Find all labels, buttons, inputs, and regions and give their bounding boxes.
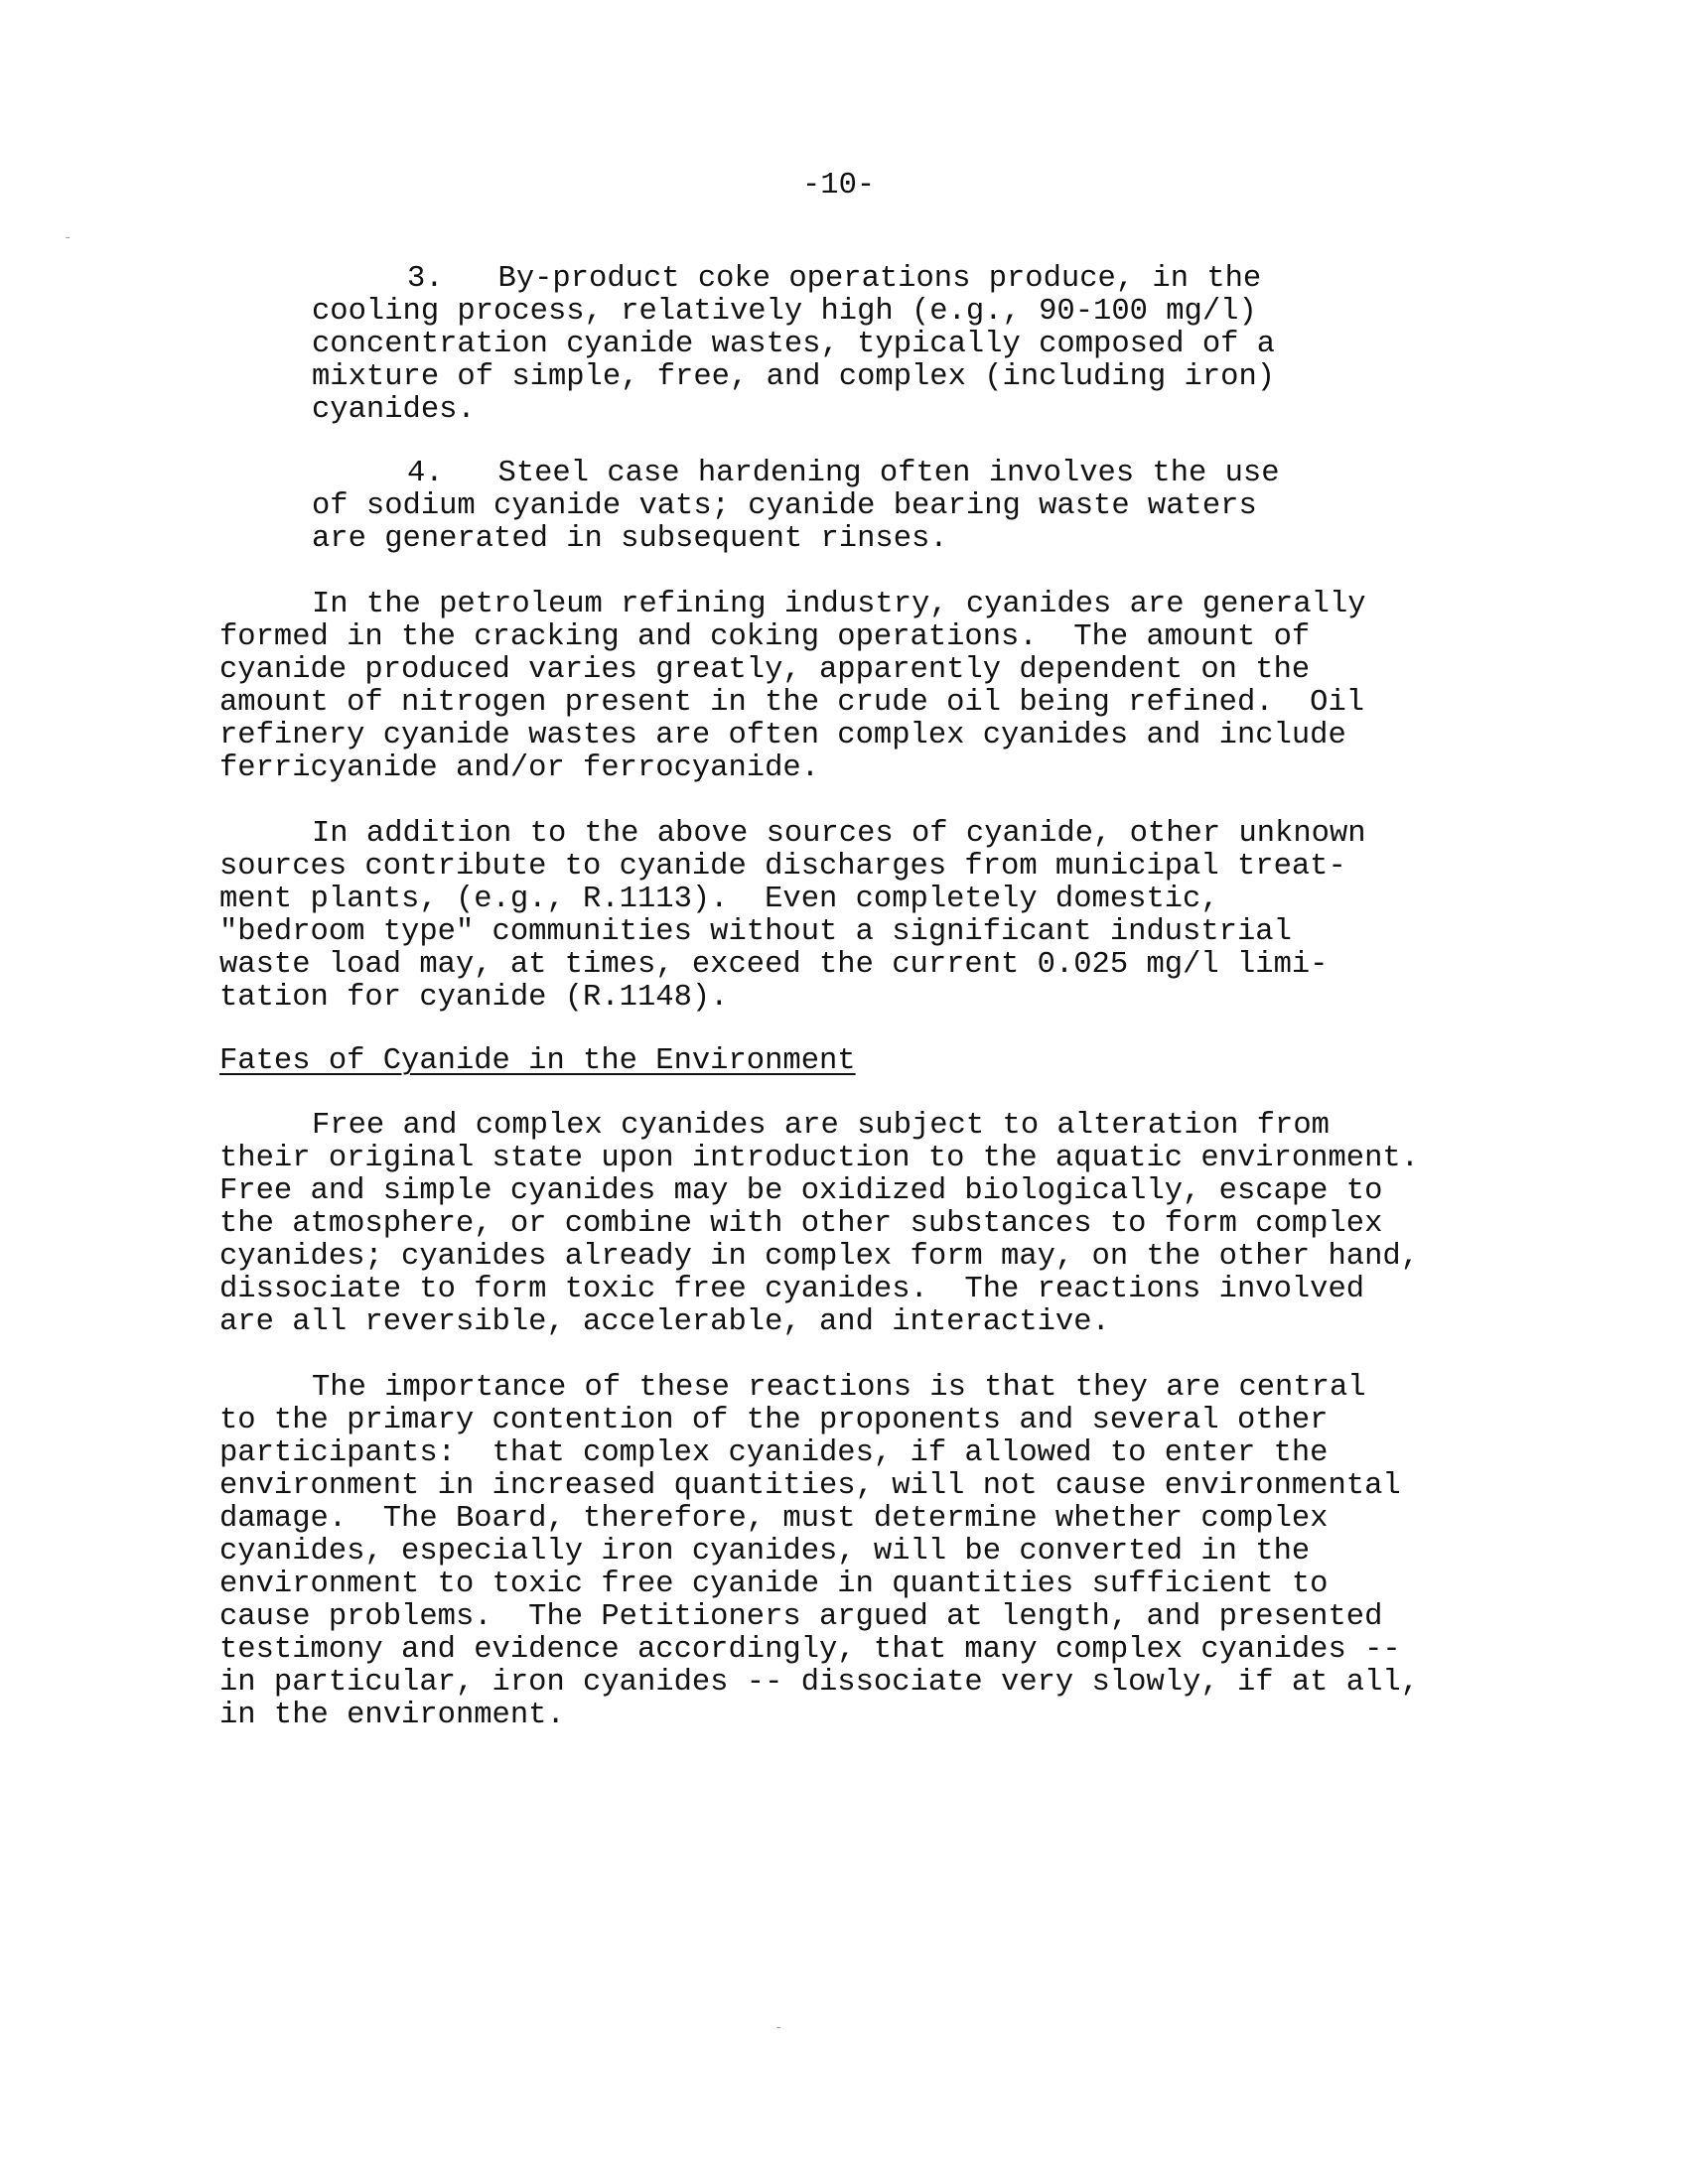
item-4-line: 4. Steel case hardening often involves the use — [407, 457, 1280, 490]
paragraph-line: environment to toxic free cyanide in quantities sufficient to — [219, 1568, 1329, 1601]
paragraph-line: cyanides, especially iron cyanides, will be converted in the — [219, 1535, 1311, 1569]
paragraph-line: Free and simple cyanides may be oxidized biologically, escape to — [219, 1174, 1383, 1208]
paragraph-line: damage. The Board, therefore, must determine whether complex — [219, 1502, 1329, 1536]
paragraph-line: are all reversible, accelerable, and interactive. — [219, 1305, 1110, 1339]
paragraph-line: formed in the cracking and coking operations. The amount of — [219, 620, 1311, 654]
paragraph-line: refinery cyanide wastes are often complex cyanides and include — [219, 719, 1346, 752]
item-3-line: concentration cyanide wastes, typically composed of a — [312, 328, 1276, 361]
paragraph-line: to the primary contention of the proponents and several other — [219, 1404, 1329, 1437]
item-4-line: are generated in subsequent rinses. — [312, 522, 948, 556]
paragraph-line: cyanides; cyanides already in complex form may, on the other hand, — [219, 1240, 1419, 1274]
paragraph-line: cause problems. The Petitioners argued at length, and presented — [219, 1600, 1383, 1634]
paragraph-line: "bedroom type" communities without a significant industrial — [219, 915, 1292, 949]
paragraph-line: participants: that complex cyanides, if allowed to enter the — [219, 1436, 1329, 1470]
page-number: -10- — [802, 169, 876, 203]
paragraph-line: amount of nitrogen present in the crude oil being refined. Oil — [219, 686, 1365, 720]
paragraph-line: the atmosphere, or combine with other substances to form complex — [219, 1207, 1383, 1241]
paragraph-line: cyanide produced varies greatly, apparently dependent on the — [219, 653, 1311, 687]
paragraph-line: environment in increased quantities, will not cause environmental — [219, 1469, 1401, 1503]
paragraph-line: tation for cyanide (R.1148). — [219, 981, 729, 1015]
item-3-line: 3. By-product coke operations produce, in the — [407, 262, 1262, 296]
paragraph-line: in the environment. — [219, 1699, 565, 1732]
paragraph-line: ment plants, (e.g., R.1113). Even completely domestic, — [219, 883, 1219, 916]
scan-speck: - — [774, 2020, 783, 2036]
item-4-line: of sodium cyanide vats; cyanide bearing waste waters — [312, 489, 1257, 523]
paragraph-line: in particular, iron cyanides -- dissociate very slowly, if at all, — [219, 1666, 1419, 1700]
paragraph-line: their original state upon introduction to the aquatic environment. — [219, 1142, 1419, 1175]
scan-speck: - — [64, 230, 72, 246]
paragraph-line: sources contribute to cyanide discharges from municipal treat- — [219, 850, 1346, 884]
paragraph-line: The importance of these reactions is that they are central — [312, 1371, 1366, 1405]
item-3-line: cooling process, relatively high (e.g., 90-100 mg/l) — [312, 295, 1257, 329]
paragraph-line: dissociate to form toxic free cyanides. The reactions involved — [219, 1273, 1365, 1306]
paragraph-line: ferricyanide and/or ferrocyanide. — [219, 751, 819, 785]
paragraph-line: In the petroleum refining industry, cyanides are generally — [312, 588, 1366, 621]
item-3-line: cyanides. — [312, 393, 476, 427]
paragraph-line: waste load may, at times, exceed the current 0.025 mg/l limi- — [219, 948, 1329, 982]
item-3-line: mixture of simple, free, and complex (including iron) — [312, 360, 1276, 394]
paragraph-line: Free and complex cyanides are subject to alteration from — [312, 1109, 1330, 1143]
section-heading: Fates of Cyanide in the Environment — [219, 1044, 856, 1078]
paragraph-line: testimony and evidence accordingly, that many complex cyanides -- — [219, 1633, 1401, 1667]
paragraph-line: In addition to the above sources of cyanide, other unknown — [312, 817, 1366, 851]
